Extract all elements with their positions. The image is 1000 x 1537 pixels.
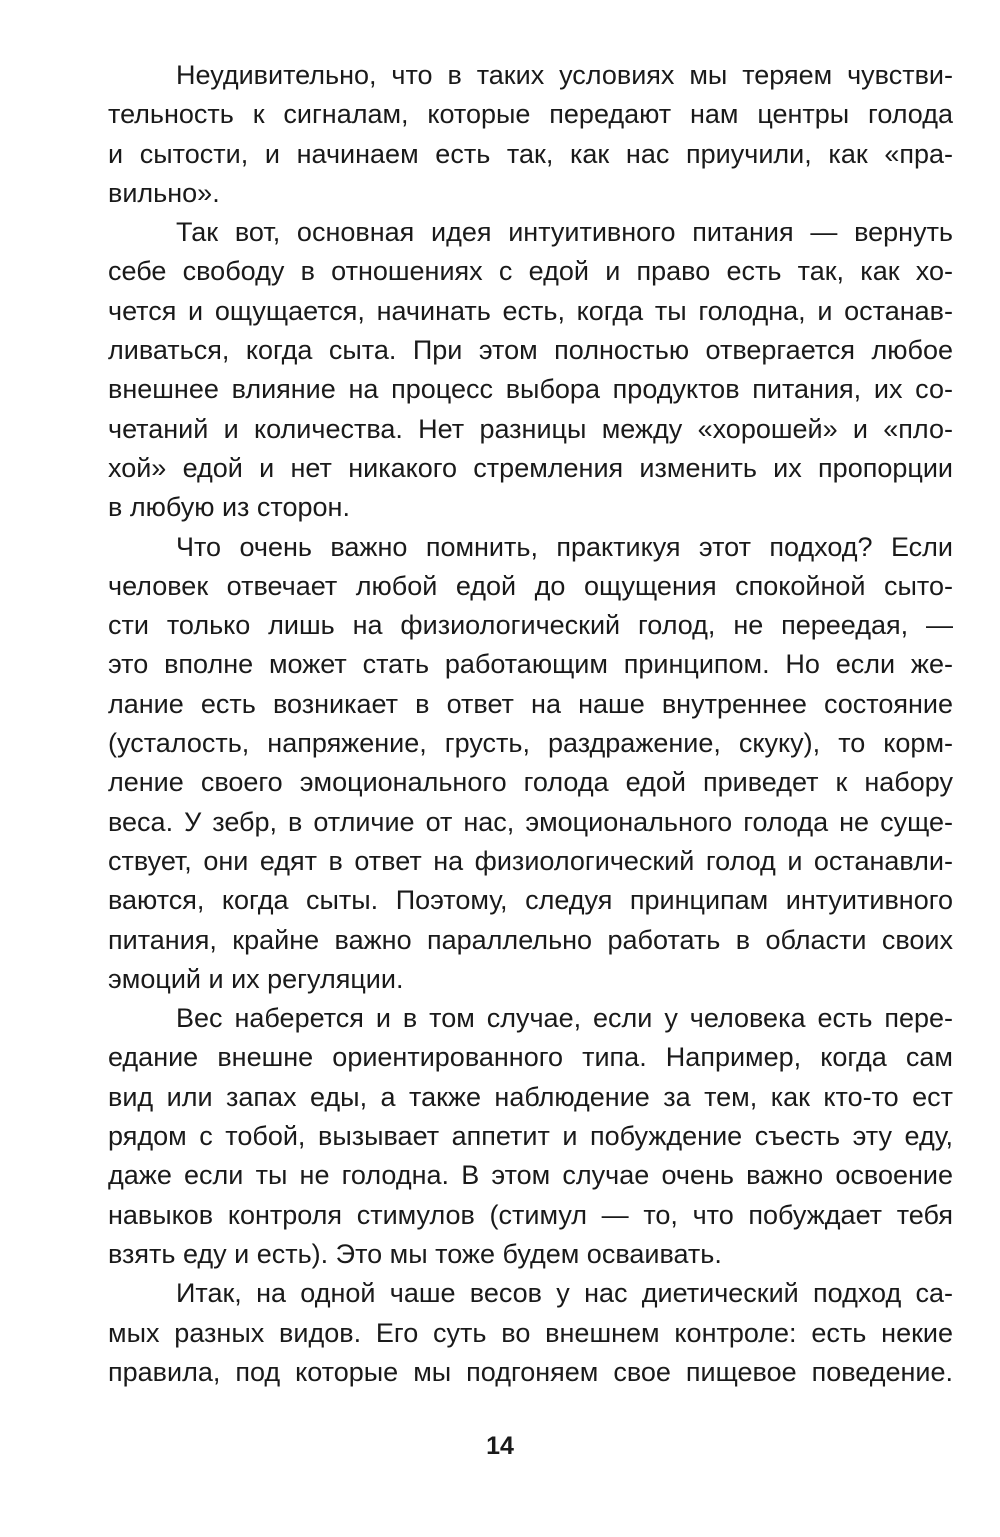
text-line: рядом с тобой, вызывает аппетит и побуждение съесть эту еду, bbox=[108, 1121, 953, 1152]
text-line: человек отвечает любой едой до ощущения спокойной сыто- bbox=[108, 570, 953, 601]
text-line: чется и ощущается, начинать есть, когда ты голодна, и останав- bbox=[108, 295, 953, 326]
text-line: ствует, они едят в ответ на физиологический голод и останавли- bbox=[108, 845, 953, 876]
text-line: ваются, когда сыты. Поэтому, следуя принципам интуитивного bbox=[108, 885, 953, 916]
text-line: правила, под которые мы подгоняем свое пищевое поведение. bbox=[108, 1356, 953, 1387]
paragraph-1 bbox=[108, 56, 953, 213]
text-line: ление своего эмоционального голода едой приведет к набору bbox=[108, 767, 953, 798]
text-line: едание внешне ориентированного типа. Например, когда сам bbox=[108, 1042, 953, 1073]
text-line: четаний и количества. Нет разницы между «хорошей» и «пло- bbox=[108, 413, 953, 444]
text-line: (усталость, напряжение, грусть, раздражение, скуку), то корм- bbox=[108, 728, 953, 759]
text-line: мых разных видов. Его суть во внешнем контроле: есть некие bbox=[108, 1317, 953, 1348]
text-line: вид или запах еды, а также наблюдение за тем, как кто-то ест bbox=[108, 1081, 953, 1112]
text-line: Так вот, основная идея интуитивного питания — вернуть bbox=[176, 217, 953, 248]
text-line: ливаться, когда сыта. При этом полностью отвергается любое bbox=[108, 335, 953, 366]
page-number: 14 bbox=[486, 1432, 514, 1460]
paragraph-4 bbox=[108, 999, 953, 1274]
text-line: Итак, на одной чаше весов у нас диетический подход са- bbox=[176, 1278, 953, 1309]
text-line: Вес наберется и в том случае, если у человека есть пере- bbox=[176, 1003, 953, 1034]
text-line: сти только лишь на физиологический голод, не переедая, — bbox=[108, 610, 953, 641]
text-line: навыков контроля стимулов (стимул — то, что побуждает тебя bbox=[108, 1199, 953, 1230]
text-line: и сытости, и начинаем есть так, как нас приучили, как «пра- bbox=[108, 138, 953, 169]
text-line: веса. У зебр, в отличие от нас, эмоционального голода не суще- bbox=[108, 806, 953, 837]
paragraph-5 bbox=[108, 1274, 953, 1392]
text-line: даже если ты не голодна. В этом случае очень важно освоение bbox=[108, 1160, 953, 1191]
text-line: внешнее влияние на процесс выбора продуктов питания, их со- bbox=[108, 374, 953, 405]
text-line: взять еду и есть). Это мы тоже будем осваивать. bbox=[108, 1238, 722, 1269]
text-line: хой» едой и нет никакого стремления изменить их пропорции bbox=[108, 452, 953, 483]
text-line: лание есть возникает в ответ на наше внутреннее состояние bbox=[108, 688, 953, 719]
text-line: вильно». bbox=[108, 177, 220, 208]
paragraph-2 bbox=[108, 213, 953, 527]
text-line: эмоций и их регуляции. bbox=[108, 963, 404, 994]
text-line: себе свободу в отношениях с едой и право есть так, как хо- bbox=[108, 256, 953, 287]
text-line: Неудивительно, что в таких условиях мы теряем чувстви- bbox=[176, 60, 953, 90]
text-line: тельность к сигналам, которые передают нам центры голода bbox=[108, 99, 953, 130]
paragraph-3 bbox=[108, 528, 953, 1000]
text-line: питания, крайне важно параллельно работать в области своих bbox=[108, 924, 953, 955]
body-text bbox=[108, 56, 953, 1392]
text-line: это вполне может стать работающим принципом. Но если же- bbox=[108, 649, 953, 680]
text-line: Что очень важно помнить, практикуя этот подход? Если bbox=[176, 531, 953, 562]
text-line: в любую из сторон. bbox=[108, 492, 350, 523]
